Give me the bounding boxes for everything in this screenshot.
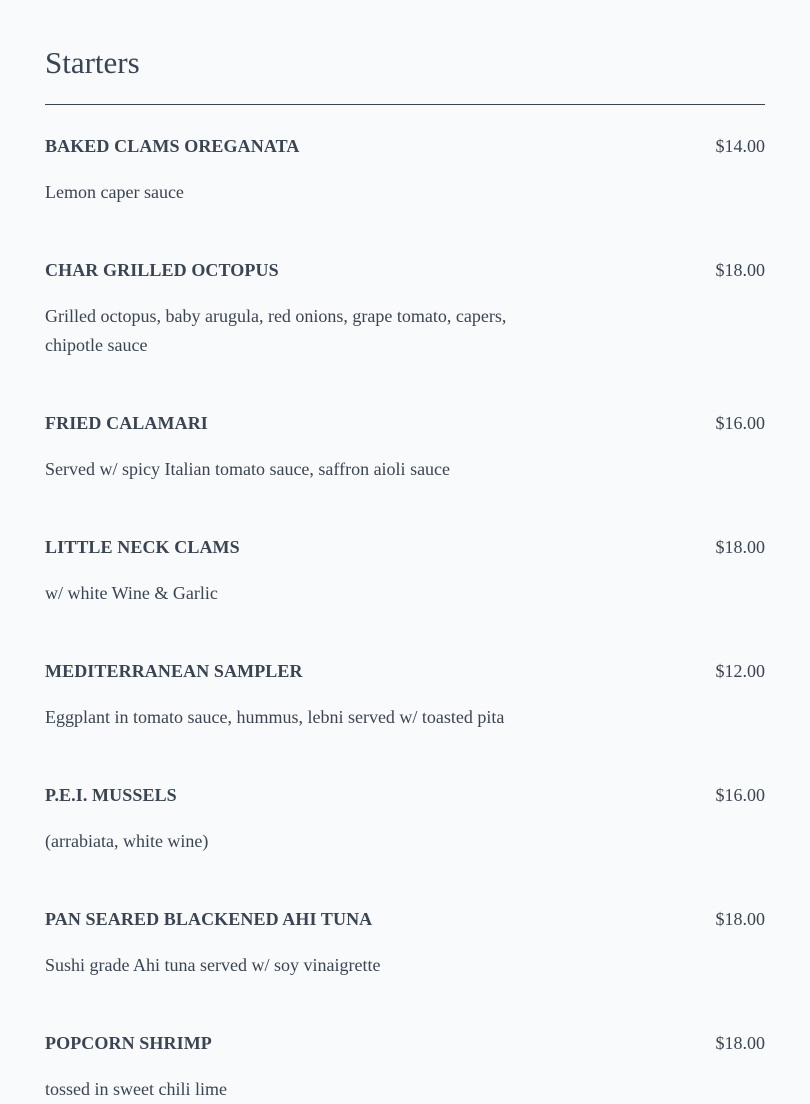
menu-item-price: $12.00 [715,661,765,681]
menu-item-name: FRIED CALAMARI [45,413,208,433]
menu-item [45,856,765,980]
menu-item-header [45,134,765,158]
menu-item [45,113,765,207]
menu-item [45,484,765,608]
menu-item-description: w/ white Wine & Garlic [45,583,218,603]
section-divider [45,104,765,105]
menu-item-header [45,659,765,683]
menu-item-price: $18.00 [715,537,765,557]
section-title: Starters [45,45,140,80]
menu-item [45,732,765,856]
menu-item [45,980,765,1104]
menu-item-name: PAN SEARED BLACKENED AHI TUNA [45,909,373,929]
menu-item-price: $16.00 [715,785,765,805]
menu-item-description: (arrabiata, white wine) [45,831,209,851]
menu-item-price: $18.00 [715,260,765,280]
menu-item-header [45,907,765,931]
menu-item-name: CHAR GRILLED OCTOPUS [45,260,279,280]
menu-item [45,608,765,732]
menu-item-name: P.E.I. MUSSELS [45,785,177,805]
menu-item-description: Served w/ spicy Italian tomato sauce, saffron aioli sauce [45,459,451,479]
menu-item-name: BAKED CLAMS OREGANATA [45,136,300,156]
menu-items-list [45,113,765,1104]
menu-item-description: Sushi grade Ahi tuna served w/ soy vinaigrette [45,955,381,975]
menu-item-header [45,1031,765,1055]
menu-item-header [45,411,765,435]
menu-item [45,207,765,360]
menu-item-name: LITTLE NECK CLAMS [45,537,240,557]
menu-item-price: $18.00 [715,909,765,929]
menu-item-description: tossed in sweet chili lime [45,1079,227,1099]
menu-item-price: $14.00 [715,136,765,156]
menu-item-name: MEDITERRANEAN SAMPLER [45,661,303,681]
menu-item-description: Eggplant in tomato sauce, hummus, lebni served w/ toasted pita [45,707,505,727]
menu-item-header [45,783,765,807]
menu-item-header [45,258,765,282]
menu-item-price: $18.00 [715,1033,765,1053]
menu-item-price: $16.00 [715,413,765,433]
menu-item [45,360,765,484]
menu-item-header [45,535,765,559]
menu-item-description: Lemon caper sauce [45,182,184,202]
menu-item-description: Grilled octopus, baby arugula, red onions, grape tomato, capers, chipotle sauce [45,306,507,355]
menu-item-name: POPCORN SHRIMP [45,1033,212,1053]
